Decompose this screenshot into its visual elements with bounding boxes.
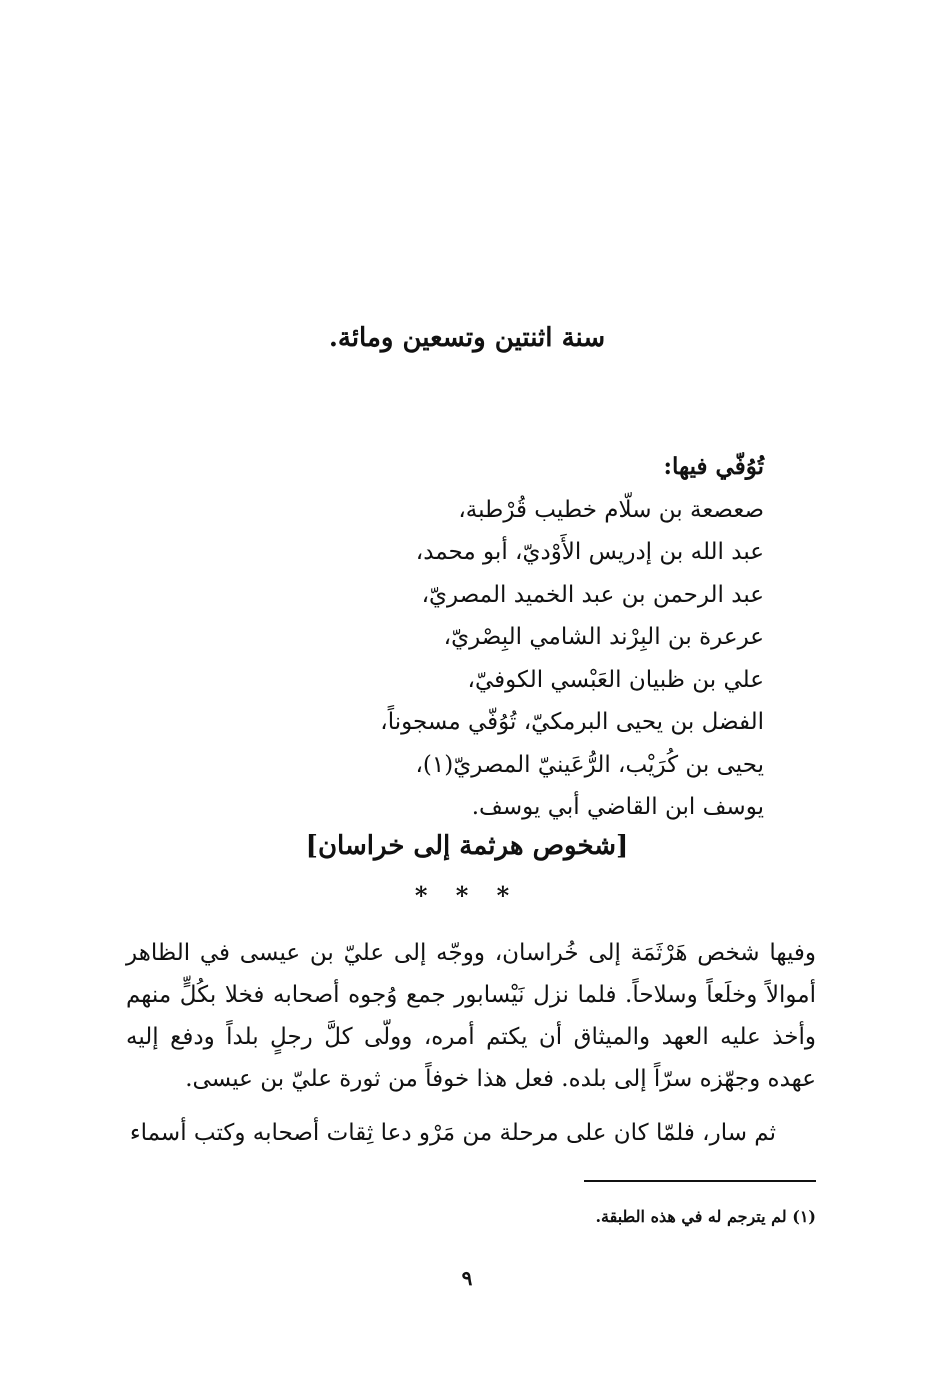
death-entry: صعصعة بن سلّام خطيب قُرْطبة، (458, 496, 764, 523)
deaths-list-section (124, 446, 764, 829)
footnote: (١) لم يترجم له في هذه الطبقة. (595, 1207, 816, 1226)
page-number: ٩ (461, 1266, 473, 1290)
deaths-list (124, 489, 764, 829)
footnote-divider (584, 1180, 816, 1182)
body-paragraph: وفيها شخص هَرْثَمَة إلى خُراسان، ووجّه إلى عليّ بن عيسى في الظاهر أموالاً وخلَعاً وسلاحاً. فلما نزل نَيْسابور جمع وُجوه أصحابه فخلا بكُلٍّ منهم وأخذ عليه العهد والميثاق أن يكتم أمره، وولّى كلَّ رجلٍ بلداً ودفع إليه عهده وجهّزه سرّاً إلى بلده. فعل هذا خوفاً من ثورة عليّ بن عيسى. (126, 940, 816, 1092)
death-entry: عبد الله بن إدريس الأَوْديّ، أبو محمد، (415, 539, 764, 565)
year-heading: سنة اثنتين وتسعين ومائة. (328, 323, 606, 353)
death-entry: يحيى بن كُرَيْب، الرُّعَينيّ المصريّ(١)، (415, 751, 764, 778)
death-entry: عبد الرحمن بن عبد الخميد المصريّ، (421, 581, 764, 608)
section-heading: [شخوص هرثمة إلى خراسان] (305, 831, 629, 861)
death-entry: الفضل بن يحيى البرمكيّ، تُوُفّي مسجوناً، (380, 709, 764, 735)
body-paragraph: ثم سار، فلمّا كان على مرحلة من مَرْو دعا ثِقات أصحابه وكتب أسماء (129, 1120, 776, 1146)
asterism-separator: * * * (414, 881, 520, 910)
body-text (126, 932, 816, 1154)
death-entry: يوسف ابن القاضي أبي يوسف. (471, 794, 764, 820)
death-entry: علي بن ظبيان العَبْسي الكوفيّ، (467, 666, 764, 693)
death-entry: عرعرة بن البِرْند الشامي البِصْريّ، (443, 624, 764, 650)
deaths-intro: تُوُفّي فيها: (663, 453, 764, 480)
